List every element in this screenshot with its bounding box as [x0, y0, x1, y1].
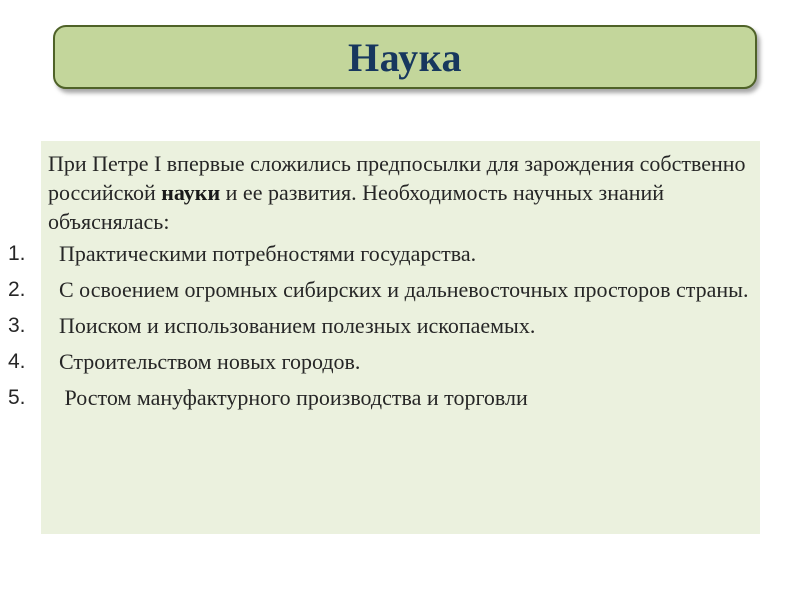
- list-item-number: 5.: [8, 386, 26, 409]
- list-item: [8, 347, 752, 376]
- list-item-text: Строительством новых городов.: [59, 349, 361, 374]
- intro-text-start: При Петре I впервые сложились предпосылки для зарождения собственно российской: [48, 151, 746, 205]
- list-item: [8, 311, 752, 340]
- title-banner: [53, 25, 757, 89]
- reasons-list: [8, 239, 752, 412]
- list-item: [8, 275, 752, 304]
- intro-text-end: и ее развития. Необходимость научных знаний объяснялась:: [48, 180, 665, 234]
- list-item-text: Практическими потребностями государства.: [59, 241, 477, 266]
- list-item-text: Поиском и использованием полезных ископаемых.: [59, 313, 536, 338]
- intro-paragraph: [48, 149, 752, 236]
- content-panel: [8, 141, 760, 534]
- intro-bold-word: науки: [161, 180, 221, 205]
- list-item-text: Ростом мануфактурного производства и торговли: [59, 385, 528, 410]
- list-item-number: 2.: [8, 278, 26, 301]
- slide-title: Наука: [347, 34, 463, 80]
- list-item: [8, 383, 752, 412]
- list-item-text: С освоением огромных сибирских и дальневосточных просторов страны.: [59, 277, 749, 302]
- list-item-number: 4.: [8, 350, 26, 373]
- list-item: [8, 239, 752, 268]
- list-item-number: 3.: [8, 314, 26, 337]
- list-item-number: 1.: [8, 242, 26, 265]
